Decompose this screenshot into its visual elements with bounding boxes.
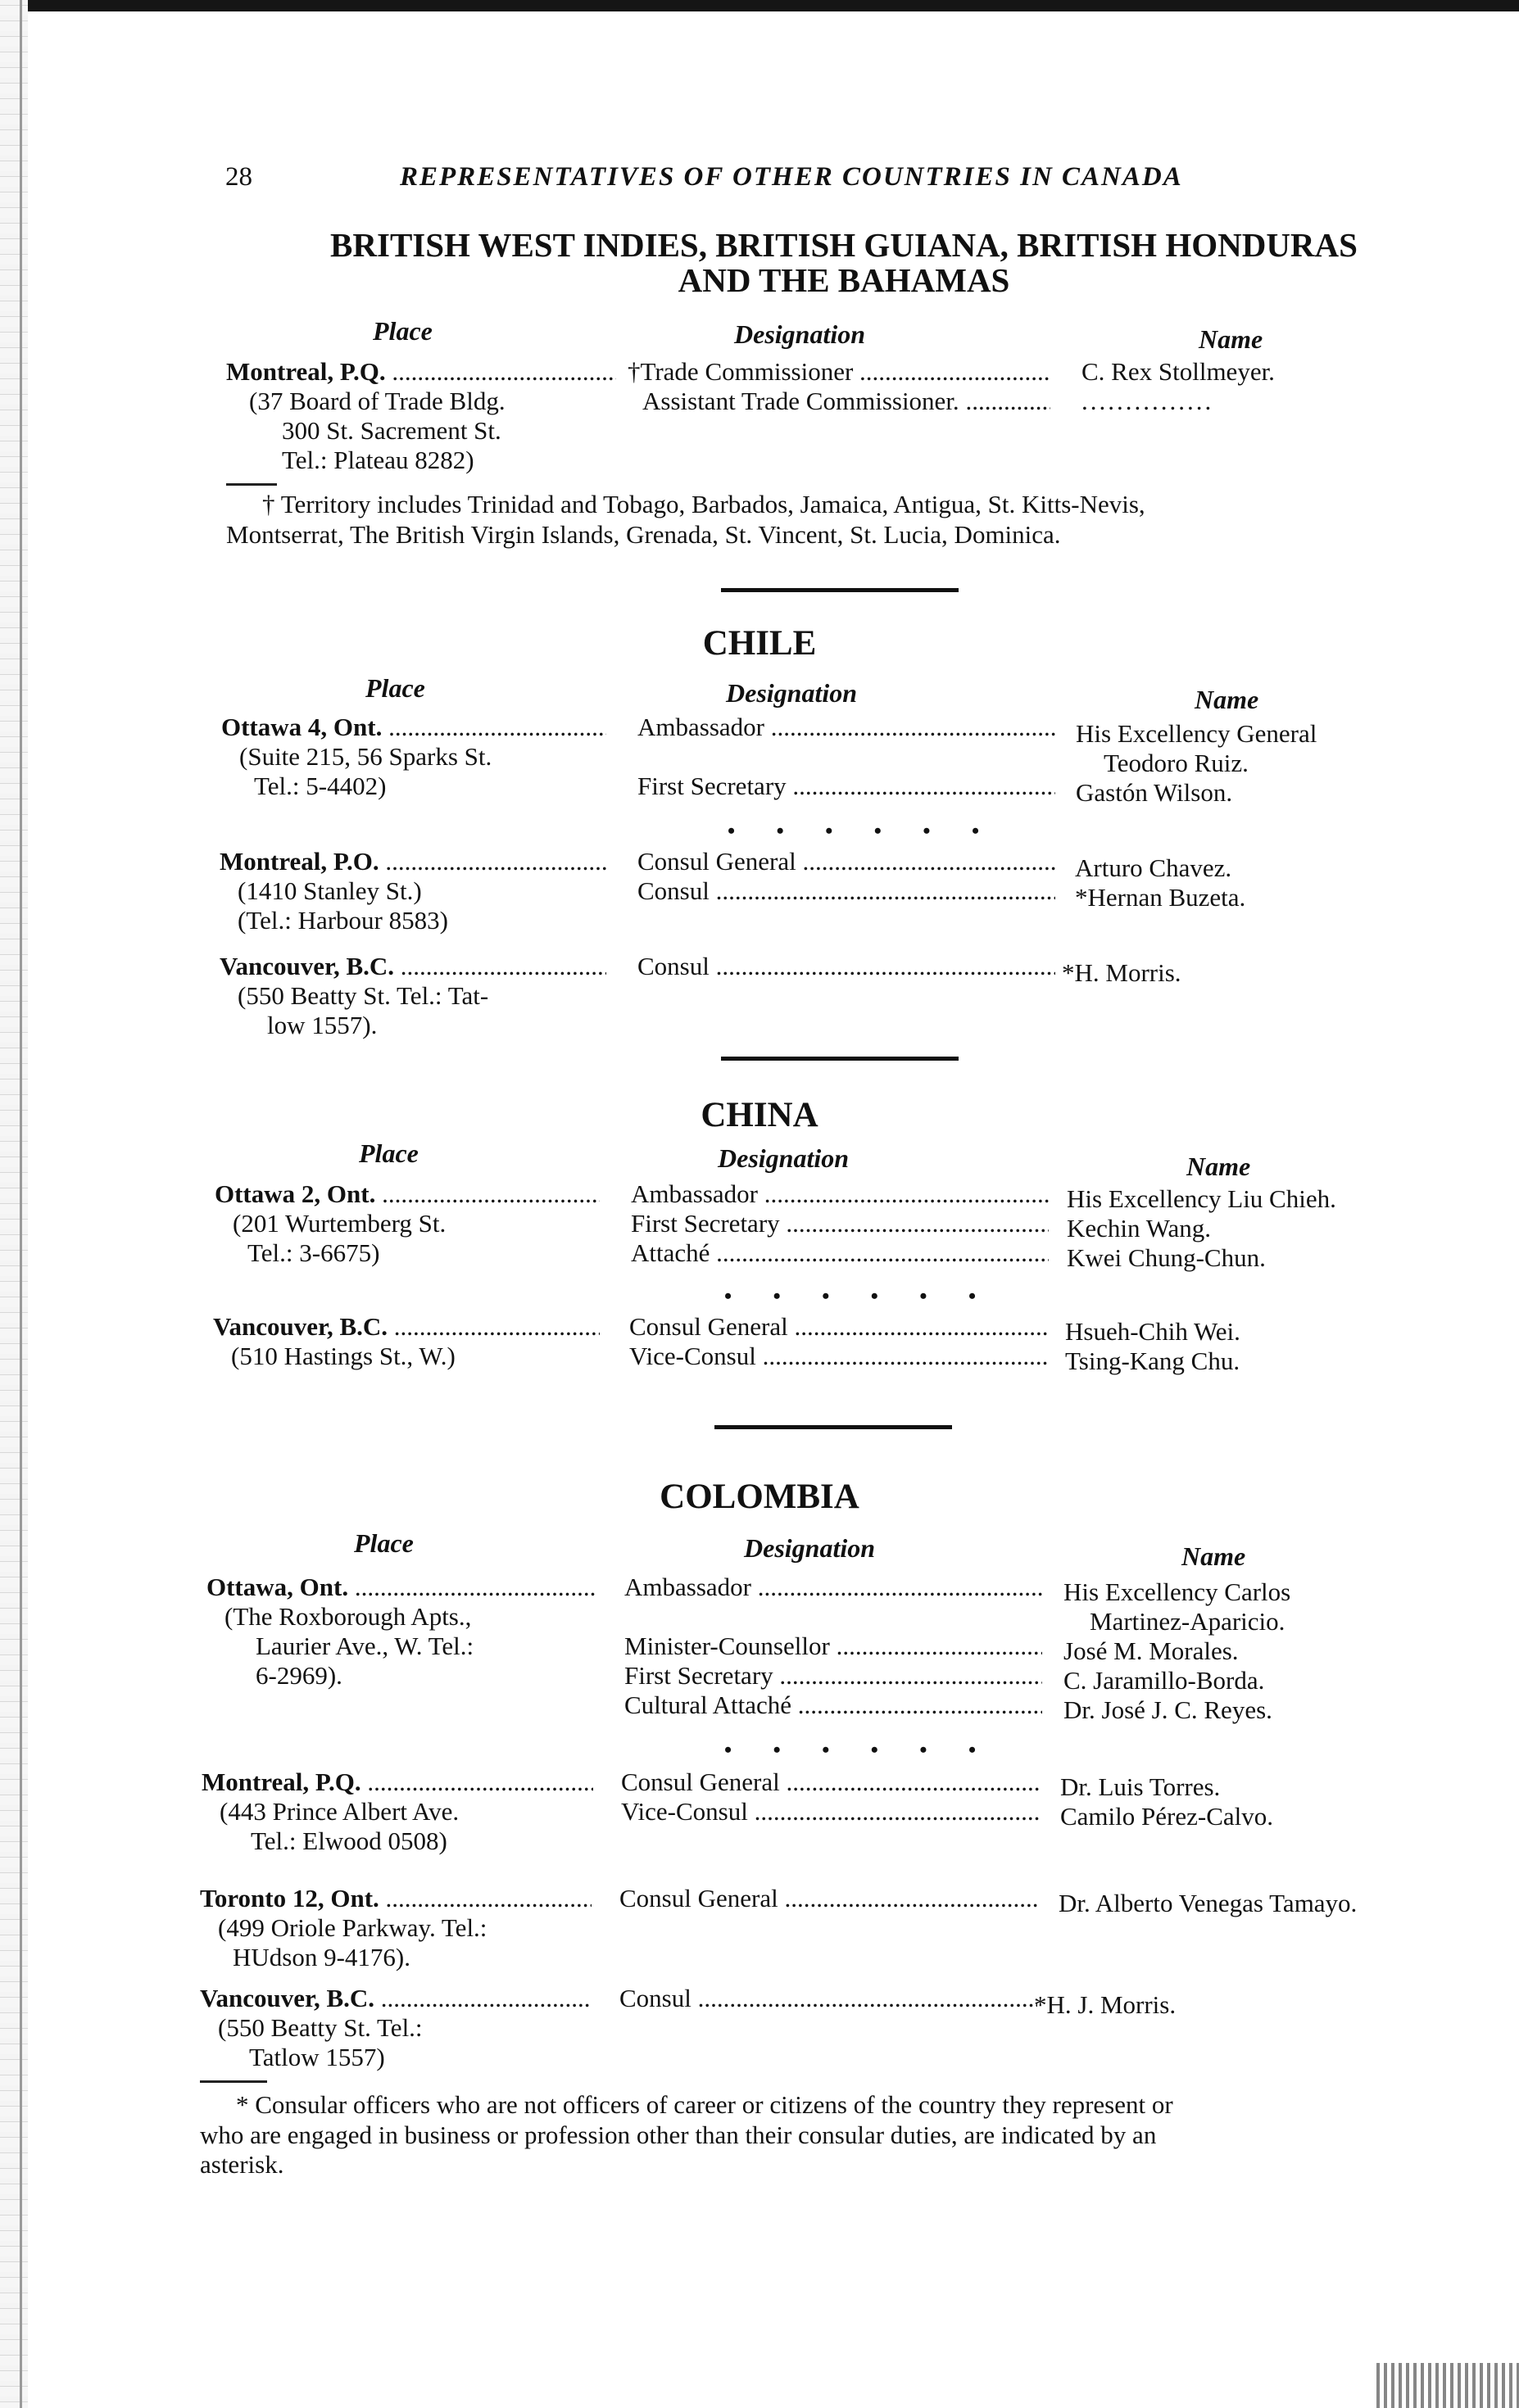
officer-name: *H. J. Morris. <box>1034 1990 1177 2019</box>
officer-name: Kechin Wang. <box>1067 1213 1211 1242</box>
place-name: Montreal, P.Q. ..... <box>202 1768 593 1797</box>
place-name: Vancouver, B.C. ..... <box>200 1984 592 2013</box>
place-cell <box>213 1312 600 1371</box>
name-cell <box>1059 1884 1485 1918</box>
scan-artifact <box>1376 2363 1519 2408</box>
designation: Ambassador ..... <box>637 713 1055 742</box>
designation-cell <box>624 1573 1042 1720</box>
officer-name: Dr. Alberto Venegas Tamayo. <box>1059 1889 1358 1917</box>
section-title <box>221 228 1467 298</box>
officer-name: *H. Morris. <box>1062 958 1181 987</box>
designation: Consul General ..... <box>629 1312 1047 1342</box>
designation-cell <box>631 1179 1049 1268</box>
footnote-line: * Consular officers who are not officers of career or citizens of the country they represent or <box>236 2090 1173 2119</box>
place-name: Vancouver, B.C. ..... <box>220 952 606 981</box>
designation-cell <box>637 847 1055 906</box>
address-line: low 1557). <box>267 1010 378 1039</box>
place-name: Montreal, P.O. ..... <box>220 847 606 876</box>
address <box>220 876 606 935</box>
officer-name: Kwei Chung-Chun. <box>1067 1242 1266 1272</box>
place-cell <box>202 1768 593 1856</box>
col-head-designation: Designation <box>734 319 866 349</box>
separator-dots: • • • • • • <box>728 819 998 843</box>
col-head-designation: Designation <box>726 678 858 708</box>
address-line: 300 St. Sacrement St. <box>282 415 501 445</box>
place-cell <box>226 357 616 475</box>
designation: Ambassador ..... <box>624 1573 1042 1602</box>
designation: First Secretary ..... <box>631 1209 1049 1238</box>
designation-cell <box>621 1768 1039 1826</box>
address-line: (443 Prince Albert Ave. <box>220 1796 460 1826</box>
address <box>202 1797 593 1856</box>
address <box>200 1913 592 1972</box>
designation: First Secretary ..... <box>637 772 1055 801</box>
place-name: Toronto 12, Ont. ..... <box>200 1884 592 1913</box>
col-head-place: Place <box>373 316 433 346</box>
address <box>206 1602 595 1691</box>
designation: †Trade Commissioner ..... <box>628 357 1050 387</box>
footnote-line: † Territory includes Trinidad and Tobago, Barbados, Jamaica, Antigua, St. Kitts-Nevis, <box>262 490 1145 518</box>
running-title: REPRESENTATIVES OF OTHER COUNTRIES IN CANADA <box>400 162 1183 192</box>
designation-cell <box>629 1312 1047 1371</box>
designation-cell <box>619 1984 1037 2013</box>
col-head-designation: Designation <box>718 1143 850 1173</box>
page-binding-edge <box>0 0 28 2408</box>
address-line: Tel.: 3-6675) <box>247 1238 380 1267</box>
name-cell <box>1062 952 1488 988</box>
address-line: HUdson 9-4176). <box>233 1942 410 1971</box>
page-top-edge <box>0 0 1519 11</box>
officer-name: C. Jaramillo-Borda. <box>1063 1665 1265 1695</box>
footnote-line: asterisk. <box>200 2150 284 2179</box>
col-head-place: Place <box>359 1138 419 1168</box>
address-line: (550 Beatty St. Tel.: Tat- <box>238 980 489 1010</box>
name-cell <box>1065 1312 1491 1376</box>
col-head-place: Place <box>365 673 425 703</box>
place-cell <box>215 1179 600 1268</box>
footnote-line: Montserrat, The British Virgin Islands, Grenada, St. Vincent, St. Lucia, Dominica. <box>226 519 1061 549</box>
address-line: (The Roxborough Apts., <box>224 1601 472 1631</box>
footnote-line: who are engaged in business or profession other than their consular duties, are indicated by an <box>200 2120 1157 2149</box>
designation: Assistant Trade Commissioner. ..... <box>628 387 1050 416</box>
col-head-place: Place <box>354 1528 414 1558</box>
address-line: 6-2969). <box>256 1660 342 1690</box>
address-line: (201 Wurtemberg St. <box>233 1208 447 1238</box>
section-title: COLOMBIA <box>660 1478 859 1516</box>
designation-cell <box>619 1884 1037 1913</box>
name-cell <box>1060 1768 1486 1831</box>
officer-name: Camilo Pérez-Calvo. <box>1060 1801 1273 1831</box>
section-divider <box>721 588 959 592</box>
designation: Minister-Counsellor ..... <box>624 1632 1042 1661</box>
col-head-name: Name <box>1195 685 1259 714</box>
place-name: Ottawa 4, Ont. ..... <box>221 713 606 742</box>
place-cell <box>200 1884 592 1972</box>
address <box>226 387 616 475</box>
footnote-rule <box>200 2080 267 2083</box>
officer-name: Hsueh-Chih Wei. <box>1065 1317 1240 1346</box>
name-cell <box>1075 847 1501 912</box>
page-number: 28 <box>225 162 252 192</box>
name-cell <box>1034 1984 1460 2020</box>
designation: Attaché ..... <box>631 1238 1049 1268</box>
name-cell <box>1076 713 1502 808</box>
address-line: (Suite 215, 56 Sparks St. <box>239 741 492 771</box>
address-line: (550 Beatty St. Tel.: <box>218 2012 423 2042</box>
address-line: (Tel.: Harbour 8583) <box>238 905 448 935</box>
section-title-line: BRITISH WEST INDIES, BRITISH GUIANA, BRITISH HONDURAS <box>330 226 1358 264</box>
designation: Vice-Consul ..... <box>621 1797 1039 1826</box>
name-cell <box>1063 1573 1490 1725</box>
designation: Consul ..... <box>637 952 1055 981</box>
designation-cell <box>628 357 1050 416</box>
officer-name: Tsing-Kang Chu. <box>1065 1346 1240 1375</box>
designation: Ambassador ..... <box>631 1179 1049 1209</box>
place-name: Montreal, P.Q. ..... <box>226 357 616 387</box>
address <box>200 2013 592 2072</box>
name-cell <box>1067 1179 1493 1273</box>
col-head-designation: Designation <box>744 1533 876 1563</box>
designation-cell <box>637 952 1055 981</box>
officer-name: Gastón Wilson. <box>1076 777 1233 807</box>
col-head-name: Name <box>1199 324 1263 354</box>
address-line: Laurier Ave., W. Tel.: <box>256 1631 474 1660</box>
address-line: (499 Oriole Parkway. Tel.: <box>218 1912 487 1942</box>
officer-name: *Hernan Buzeta. <box>1075 882 1246 912</box>
officer-name-blank: ............... <box>1081 386 1214 415</box>
col-head-name: Name <box>1186 1152 1251 1181</box>
designation: Consul General ..... <box>621 1768 1039 1797</box>
designation: Consul General ..... <box>619 1884 1037 1913</box>
section-divider <box>721 1057 959 1061</box>
place-cell <box>221 713 606 801</box>
separator-dots: • • • • • • <box>724 1284 995 1308</box>
section-title: CHILE <box>702 624 817 663</box>
officer-name: His Excellency General <box>1076 719 1317 748</box>
officer-name: His Excellency Liu Chieh. <box>1067 1184 1336 1213</box>
footnote-asterisk <box>200 2090 1445 2180</box>
address-line: Tatlow 1557) <box>249 2042 385 2071</box>
separator-dots: • • • • • • <box>724 1738 995 1762</box>
designation: Consul ..... <box>637 876 1055 906</box>
designation: Consul General ..... <box>637 847 1055 876</box>
officer-name: Dr. Luis Torres. <box>1060 1772 1221 1801</box>
section-title: CHINA <box>701 1096 818 1134</box>
address <box>221 742 606 801</box>
officer-name: His Excellency Carlos <box>1063 1577 1291 1606</box>
place-cell <box>220 952 606 1040</box>
officer-name: José M. Morales. <box>1063 1636 1239 1665</box>
address-line: Tel.: Plateau 8282) <box>282 445 474 474</box>
officer-name: Martinez-Aparicio. <box>1090 1606 1285 1636</box>
footnote-territory <box>226 490 1463 550</box>
officer-name: Arturo Chavez. <box>1075 853 1232 882</box>
designation: Consul ..... <box>619 1984 1037 2013</box>
address-line: (37 Board of Trade Bldg. <box>249 386 506 415</box>
designation: First Secretary ..... <box>624 1661 1042 1691</box>
designation: Cultural Attaché ..... <box>624 1691 1042 1720</box>
place-cell <box>220 847 606 935</box>
place-cell <box>206 1573 595 1691</box>
address <box>215 1209 600 1268</box>
officer-name: Dr. José J. C. Reyes. <box>1063 1695 1272 1724</box>
address <box>213 1342 600 1371</box>
place-name: Ottawa, Ont. ..... <box>206 1573 595 1602</box>
address <box>220 981 606 1040</box>
place-name: Vancouver, B.C. ..... <box>213 1312 600 1342</box>
place-name: Ottawa 2, Ont. ..... <box>215 1179 600 1209</box>
section-title-line: AND THE BAHAMAS <box>678 261 1010 300</box>
place-cell <box>200 1984 592 2072</box>
address-line: Tel.: 5-4402) <box>254 771 387 800</box>
address-line: (510 Hastings St., W.) <box>231 1341 456 1370</box>
officer-name: Teodoro Ruiz. <box>1104 748 1249 777</box>
footnote-rule <box>226 483 277 486</box>
officer-name: C. Rex Stollmeyer. <box>1081 357 1275 386</box>
designation: Vice-Consul ..... <box>629 1342 1047 1371</box>
name-cell <box>1081 357 1508 416</box>
col-head-name: Name <box>1181 1541 1246 1571</box>
address-line: Tel.: Elwood 0508) <box>251 1826 447 1855</box>
address-line: (1410 Stanley St.) <box>238 876 422 905</box>
running-head <box>0 162 1519 203</box>
section-divider <box>714 1425 952 1429</box>
designation-cell <box>637 713 1055 801</box>
